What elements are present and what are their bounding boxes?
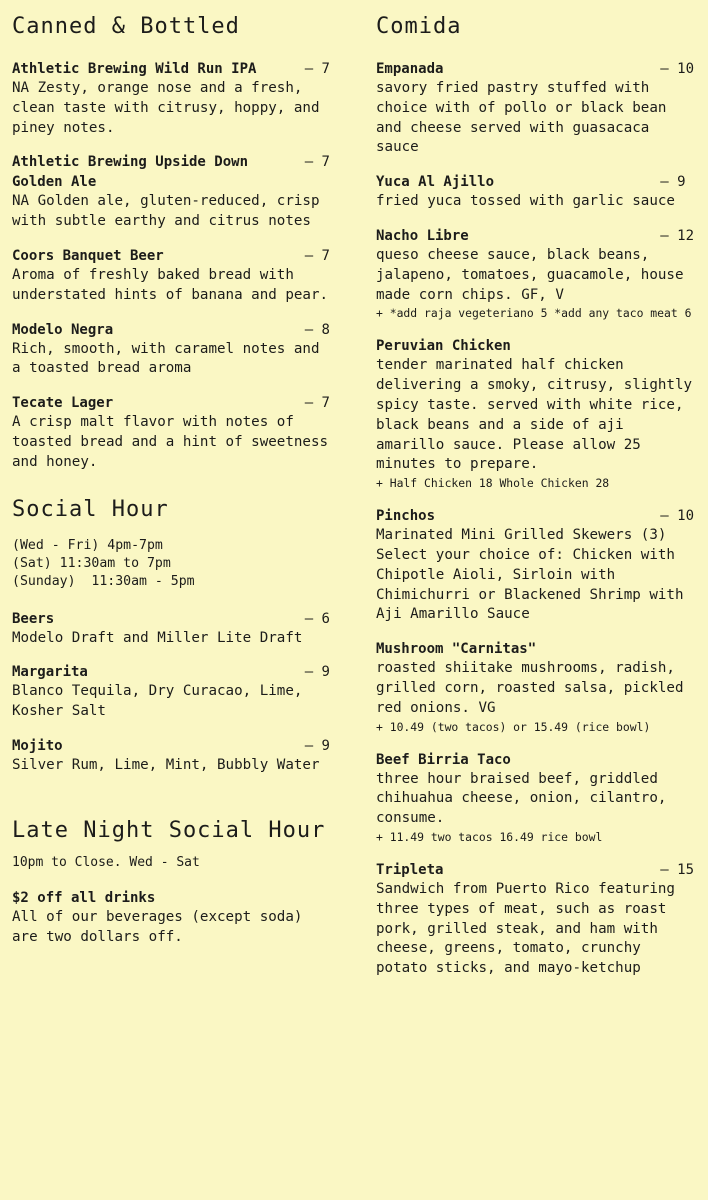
item-price: – 10 bbox=[660, 61, 694, 77]
item-name: Modelo Negra bbox=[12, 321, 114, 338]
late-night-hours: 10pm to Close. Wed - Sat bbox=[12, 854, 200, 870]
menu-item bbox=[376, 226, 694, 322]
item-price: – 7 bbox=[304, 395, 330, 412]
item-description: queso cheese sauce, black beans, jalapeno, tomatoes, guacamole, house made corn chips. GF, V bbox=[376, 246, 684, 303]
item-name: Beers bbox=[12, 610, 55, 627]
item-description: A crisp malt flavor with notes of toasted bread and a hint of sweetness and honey. bbox=[12, 414, 329, 470]
menu-item bbox=[12, 320, 330, 380]
item-price: – 6 bbox=[304, 610, 330, 627]
menu-item bbox=[12, 609, 330, 649]
canned-bottled-section bbox=[12, 12, 330, 473]
menu-item bbox=[12, 736, 330, 776]
menu-item bbox=[12, 393, 330, 472]
menu-item bbox=[12, 59, 330, 138]
item-description: Modelo Draft and Miller Lite Draft bbox=[12, 629, 303, 646]
hours-line: (Sunday) 11:30am - 5pm bbox=[12, 573, 195, 589]
item-price: – 9 bbox=[304, 664, 330, 681]
section-title-late-night: Late Night Social Hour bbox=[12, 817, 326, 843]
item-name: Coors Banquet Beer bbox=[12, 247, 164, 264]
item-description: Rich, smooth, with caramel notes and a toasted bread aroma bbox=[12, 340, 320, 377]
menu-item bbox=[12, 888, 330, 948]
item-price-note: + 11.49 two tacos 16.49 rice bowl bbox=[376, 829, 603, 844]
item-price: – 7 bbox=[304, 61, 330, 77]
menu-item bbox=[376, 506, 694, 625]
menu-item bbox=[376, 336, 694, 492]
menu-item bbox=[376, 639, 694, 735]
item-description: Aroma of freshly baked bread with understated hints of banana and pear. bbox=[12, 266, 329, 303]
item-description: three hour braised beef, griddled chihuahua cheese, onion, cilantro, consume. bbox=[376, 770, 667, 827]
social-hour-section bbox=[12, 495, 330, 776]
item-name: Empanada bbox=[376, 61, 444, 77]
social-hour-times bbox=[12, 537, 330, 591]
item-price: – 9 bbox=[660, 174, 694, 191]
item-name: Mushroom "Carnitas" bbox=[376, 641, 537, 658]
item-price-note: + Half Chicken 18 Whole Chicken 28 bbox=[376, 476, 610, 491]
item-description: NA Zesty, orange nose and a fresh, clean taste with citrusy, hoppy, and piney notes. bbox=[12, 80, 320, 136]
item-price: – 12 bbox=[660, 227, 694, 244]
item-name: Pinchos bbox=[376, 508, 436, 525]
item-description: NA Golden ale, gluten-reduced, crisp with subtle earthy and citrus notes bbox=[12, 193, 320, 230]
item-description: tender marinated half chicken delivering a smoky, citrusy, slightly spicy taste. served with white rice, black beans and a side of aji amarillo sauce. Please allow 25 minutes to prepare. bbox=[376, 357, 693, 473]
item-price: – 8 bbox=[304, 321, 330, 338]
section-title-social-hour: Social Hour bbox=[12, 496, 169, 522]
item-name: $2 off all drinks bbox=[12, 889, 156, 906]
comida-section bbox=[376, 12, 694, 979]
item-description: All of our beverages (except soda) are two dollars off. bbox=[12, 908, 303, 945]
item-name: Tecate Lager bbox=[12, 395, 114, 412]
menu-item bbox=[376, 59, 694, 158]
item-price: – 7 bbox=[304, 154, 330, 171]
item-addon-note: + *add raja vegeteriano 5 *add any taco meat 6 bbox=[376, 306, 692, 321]
section-title-comida: Comida bbox=[376, 14, 462, 39]
item-price: – 9 bbox=[304, 737, 330, 754]
item-name: Peruvian Chicken bbox=[376, 338, 511, 355]
item-description: fried yuca tossed with garlic sauce bbox=[376, 193, 675, 210]
hours-line: (Wed - Fri) 4pm-7pm bbox=[12, 537, 163, 553]
item-description: Blanco Tequila, Dry Curacao, Lime, Kosher Salt bbox=[12, 683, 303, 720]
item-description: Silver Rum, Lime, Mint, Bubbly Water bbox=[12, 756, 320, 773]
item-name: Athletic Brewing Upside Down Golden Ale bbox=[12, 154, 249, 191]
late-night-section bbox=[12, 816, 330, 948]
menu-item bbox=[376, 860, 694, 979]
item-description: savory fried pastry stuffed with choice with of pollo or black bean and cheese served with guasacaca sauce bbox=[376, 80, 667, 156]
item-price: – 10 bbox=[660, 508, 694, 525]
item-price: – 7 bbox=[304, 247, 330, 264]
item-price: – 15 bbox=[660, 861, 694, 878]
item-description: Sandwich from Puerto Rico featuring three types of meat, such as roast pork, grilled steak, and ham with cheese, greens, tomato, crunchy potato sticks, and mayo-ketchup bbox=[376, 880, 675, 977]
section-title-canned: Canned & Bottled bbox=[12, 14, 240, 39]
item-description: roasted shiitake mushrooms, radish, grilled corn, roasted salsa, pickled red onions. VG bbox=[376, 660, 684, 716]
item-price-note: + 10.49 (two tacos) or 15.49 (rice bowl) bbox=[376, 719, 651, 734]
hours-line: (Sat) 11:30am to 7pm bbox=[12, 555, 171, 571]
menu-item bbox=[376, 172, 694, 212]
menu-item bbox=[12, 152, 330, 232]
item-description: Marinated Mini Grilled Skewers (3) Select your choice of: Chicken with Chipotle Aioli, Sirloin with Chimichurri or Blackened Shrimp with Aji Amarillo Sauce bbox=[376, 527, 684, 623]
menu-item bbox=[376, 750, 694, 846]
menu-item bbox=[12, 662, 330, 722]
item-name: Beef Birria Taco bbox=[376, 751, 511, 768]
left-column bbox=[12, 0, 330, 947]
right-column bbox=[376, 0, 694, 979]
item-name: Athletic Brewing Wild Run IPA bbox=[12, 61, 257, 77]
item-name: Tripleta bbox=[376, 861, 444, 878]
menu-item bbox=[12, 246, 330, 306]
item-name: Yuca Al Ajillo bbox=[376, 174, 495, 191]
item-name: Margarita bbox=[12, 664, 88, 681]
item-name: Nacho Libre bbox=[376, 227, 469, 244]
item-name: Mojito bbox=[12, 737, 63, 754]
